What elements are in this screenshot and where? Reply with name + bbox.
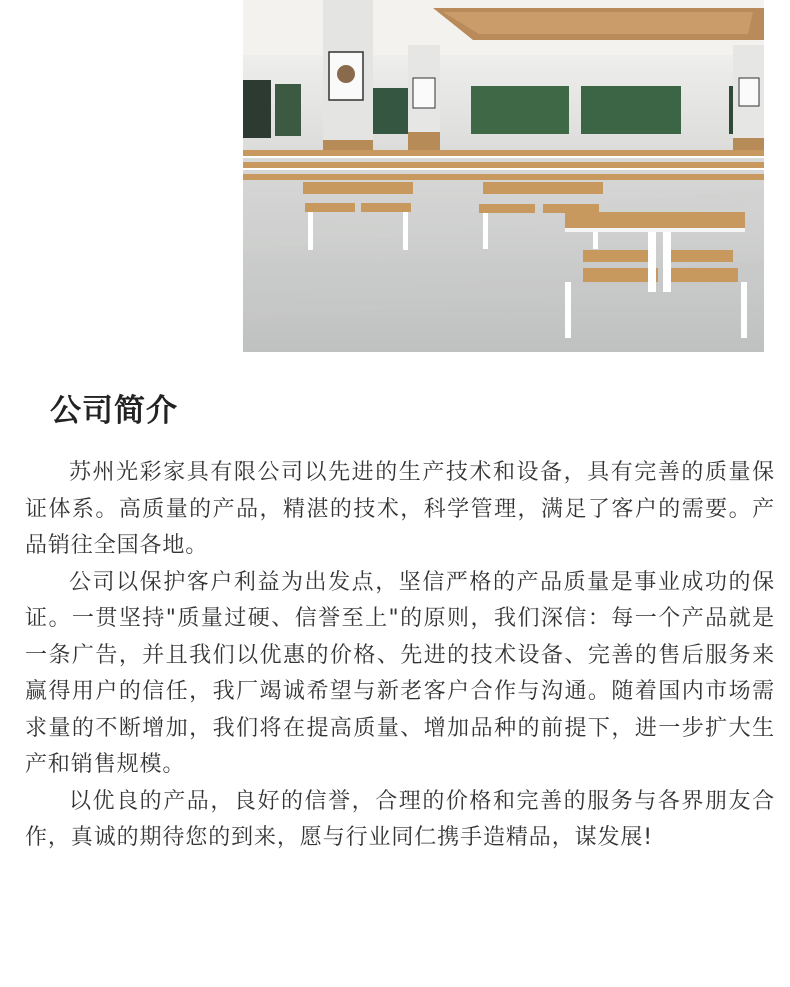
canteen-photo — [243, 0, 764, 352]
company-intro-text — [25, 455, 775, 857]
intro-paragraph-1: 苏州光彩家具有限公司以先进的生产技术和设备，具有完善的质量保证体系。高质量的产品，精湛的技术，科学管理，满足了客户的需要。产品销往全国各地。 — [25, 460, 775, 558]
section-heading: 公司简介 — [50, 393, 178, 429]
intro-paragraph-3: 以优良的产品，良好的信誉，合理的价格和完善的服务与各界朋友合作，真诚的期待您的到来，愿与行业同仁携手造精品，谋发展! — [25, 788, 775, 850]
intro-paragraph-2: 公司以保护客户利益为出发点，坚信严格的产品质量是事业成功的保证。一贯坚持"质量过硬、信誉至上"的原则，我们深信：每一个产品就是一条广告，并且我们以优惠的价格、先进的技术设备、完善的售后服务来赢得用户的信任，我厂竭诚希望与新老客户合作与沟通。随着国内市场需求量的不断增加，我们将在提高质量、增加品种的前提下，进一步扩大生产和销售规模。 — [25, 569, 775, 777]
